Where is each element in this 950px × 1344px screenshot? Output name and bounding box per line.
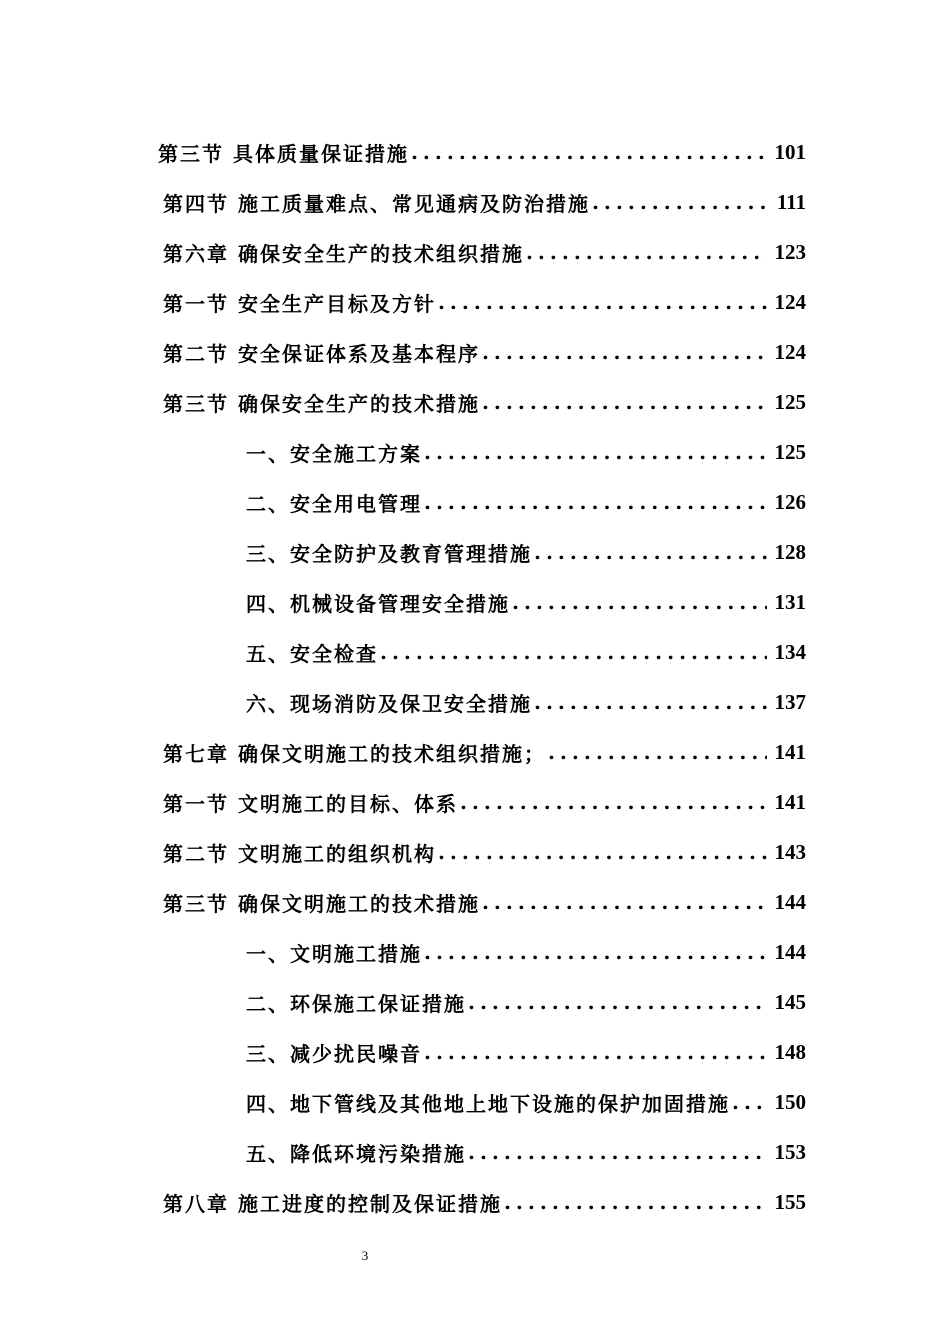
toc-entry[interactable] (163, 277, 806, 327)
toc-entry[interactable] (246, 477, 806, 527)
toc-entry-title: 六、现场消防及保卫安全措施 (246, 691, 532, 716)
toc-entry-title: 二、安全用电管理 (246, 491, 422, 516)
toc-entry[interactable] (246, 1077, 806, 1127)
toc-entry-page: 148 (774, 1039, 806, 1064)
toc-dot-leader (548, 740, 767, 764)
toc-entry[interactable] (163, 377, 806, 427)
toc-entry[interactable] (246, 1127, 806, 1177)
toc-dot-leader (411, 140, 767, 164)
toc-entry-page: 150 (774, 1089, 806, 1114)
toc-dot-leader (460, 790, 767, 814)
toc-entry-title: 二、环保施工保证措施 (246, 991, 466, 1016)
toc-entry-page: 125 (774, 439, 806, 464)
page-number: 3 (361, 1248, 369, 1263)
toc-entry-title: 第二节 文明施工的组织机构 (163, 841, 436, 866)
toc-entry-title: 第四节 施工质量难点、常见通病及防治措施 (163, 191, 590, 216)
toc-entry-page: 141 (774, 739, 806, 764)
toc-entry-page: 143 (774, 839, 806, 864)
toc-dot-leader (482, 890, 767, 914)
toc-entry-title: 第三节 具体质量保证措施 (158, 141, 409, 166)
toc-entry-page: 153 (774, 1139, 806, 1164)
toc-entry-title: 第三节 确保文明施工的技术措施 (163, 891, 480, 916)
toc-dot-leader (482, 390, 767, 414)
toc-entry-page: 126 (774, 489, 806, 514)
toc-entry-page: 125 (774, 389, 806, 414)
toc-entry-title: 第三节 确保安全生产的技术措施 (163, 391, 480, 416)
toc-entry-page: 111 (776, 189, 806, 214)
toc-entry-page: 141 (774, 789, 806, 814)
toc-entry-page: 101 (774, 139, 806, 164)
toc-entry[interactable] (246, 577, 806, 627)
toc-entry-page: 145 (774, 989, 806, 1014)
toc-entry-page: 124 (774, 339, 806, 364)
toc-entry[interactable] (246, 927, 806, 977)
toc-entry[interactable] (163, 227, 806, 277)
toc-dot-leader (504, 1190, 767, 1214)
toc-dot-leader (512, 590, 767, 614)
toc-entry[interactable] (163, 827, 806, 877)
toc-entry-page: 137 (774, 689, 806, 714)
toc-entry-page: 124 (774, 289, 806, 314)
toc-entry[interactable] (163, 877, 806, 927)
toc-entry[interactable] (246, 677, 806, 727)
toc-entry-title: 四、机械设备管理安全措施 (246, 591, 510, 616)
toc-entry[interactable] (163, 1177, 806, 1227)
toc-entry[interactable] (246, 1027, 806, 1077)
toc-dot-leader (380, 640, 767, 664)
toc-entry-title: 三、安全防护及教育管理措施 (246, 541, 532, 566)
toc-entry[interactable] (163, 777, 806, 827)
toc-dot-leader (424, 1040, 767, 1064)
toc-entry-title: 五、降低环境污染措施 (246, 1141, 466, 1166)
toc-entry-page: 131 (774, 589, 806, 614)
toc-dot-leader (534, 540, 767, 564)
toc-dot-leader (438, 290, 767, 314)
toc-entry-title: 第六章 确保安全生产的技术组织措施 (163, 241, 524, 266)
toc-entry-title: 一、文明施工措施 (246, 941, 422, 966)
toc-dot-leader (534, 690, 767, 714)
toc-entry[interactable] (246, 427, 806, 477)
toc-entry[interactable] (163, 177, 806, 227)
toc-dot-leader (468, 1140, 767, 1164)
toc-entry[interactable] (158, 127, 806, 177)
toc-entry-page: 144 (774, 889, 806, 914)
toc-entry-page: 123 (774, 239, 806, 264)
toc-entry-page: 155 (774, 1189, 806, 1214)
toc-entry-title: 第一节 安全生产目标及方针 (163, 291, 436, 316)
toc-dot-leader (526, 240, 767, 264)
toc-dot-leader (424, 440, 767, 464)
toc-dot-leader (482, 340, 767, 364)
toc-entry-title: 一、安全施工方案 (246, 441, 422, 466)
toc-entry-page: 144 (774, 939, 806, 964)
toc-entry[interactable] (246, 527, 806, 577)
toc-dot-leader (424, 490, 767, 514)
toc-entry-title: 第八章 施工进度的控制及保证措施 (163, 1191, 502, 1216)
toc-entry-title: 三、减少扰民噪音 (246, 1041, 422, 1066)
toc-entry-title: 第一节 文明施工的目标、体系 (163, 791, 458, 816)
toc-entry-title: 第二节 安全保证体系及基本程序 (163, 341, 480, 366)
toc-dot-leader (438, 840, 767, 864)
toc-dot-leader (732, 1090, 767, 1114)
toc-dot-leader (468, 990, 767, 1014)
toc-entry[interactable] (246, 977, 806, 1027)
toc-entry-title: 第七章 确保文明施工的技术组织措施； (163, 741, 546, 766)
toc-entry[interactable] (163, 327, 806, 377)
toc-entry-title: 五、安全检查 (246, 641, 378, 666)
toc-entry-page: 128 (774, 539, 806, 564)
toc-entry[interactable] (163, 727, 806, 777)
toc-dot-leader (592, 190, 767, 214)
toc-entry-page: 134 (774, 639, 806, 664)
toc-entry[interactable] (246, 627, 806, 677)
toc-entry-title: 四、地下管线及其他地上地下设施的保护加固措施 (246, 1091, 730, 1116)
toc-dot-leader (424, 940, 767, 964)
